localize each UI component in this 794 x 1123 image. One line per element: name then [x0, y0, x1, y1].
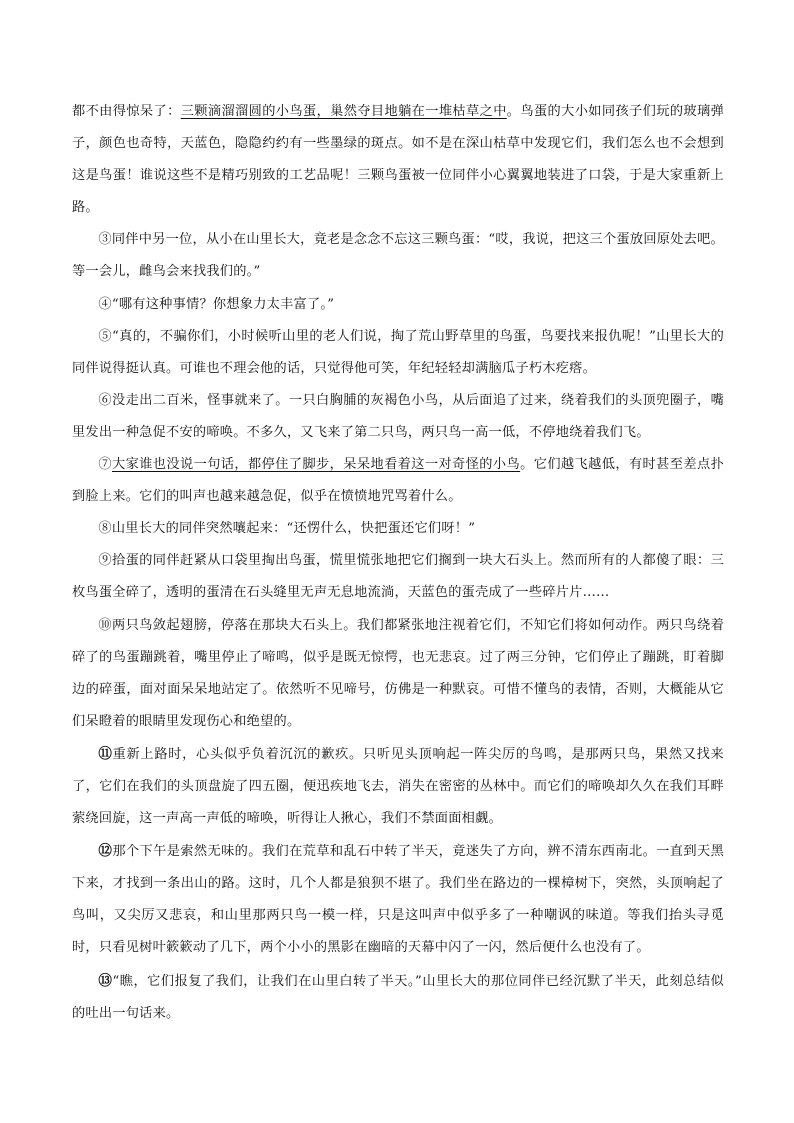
- paragraph-text: 同伴中另一位，从小在山里长大，竟老是念念不忘这三颗鸟蛋：“哎，我说，把这三个蛋放回原处去吧。等一会儿，雌鸟会来找我们的。”: [72, 232, 724, 280]
- paragraph-number: ⑩: [98, 617, 112, 633]
- paragraph-number: ⑤: [98, 328, 112, 344]
- paragraph-text: 。鸟蛋的大小如同孩子们玩的玻璃弹子，颜色也奇特，天蓝色，隐隐约约有一些墨绿的斑点。如不是在深山枯草中发现它们，我们怎么也不会想到这是鸟蛋！谁说这些不是精巧别致的工艺品呢！三颗鸟蛋被一位同伴小心翼翼地装进了口袋，于是大家重新上路。: [72, 104, 725, 216]
- paragraph-number: ⑦: [98, 457, 112, 473]
- paragraph-text: 两只鸟敛起翅膀，停落在那块大石头上。我们都紧张地注视着它们，不知它们将如何动作。两只鸟绕着碎了的鸟蛋蹦跳着，嘴里停止了啼鸣，似乎是既无惊愕，也无悲哀。过了两三分钟，它们停止了蹦跳，盯着脚边的碎蛋，面对面呆呆地站定了。依然听不见啼号，仿佛是一种默哀。可惜不懂鸟的表情，否则，大概能从它们呆瞪着的眼睛里发现伤心和绝望的。: [72, 617, 725, 729]
- paragraph-text: “哪有这种事情？你想象力太丰富了。”: [111, 296, 335, 312]
- paragraph-12: [72, 835, 724, 964]
- paragraph-text: 都不由得惊呆了：: [72, 104, 181, 119]
- paragraph-7: [72, 449, 724, 513]
- paragraph-5: [72, 321, 724, 385]
- article-body: [72, 96, 724, 1030]
- paragraph-text: 山里长大的同伴突然嚷起来：“还愣什么，快把蛋还它们呀！”: [111, 521, 476, 537]
- paragraph-text: 拾蛋的同伴赶紧从口袋里掏出鸟蛋，慌里慌张地把它们搁到一块大石头上。然而所有的人都傻了眼：三枚鸟蛋全碎了，透明的蛋清在石头缝里无声无息地流淌，天蓝色的蛋壳成了一些碎片片……: [72, 553, 725, 601]
- paragraph-number: ⑬: [98, 972, 113, 989]
- paragraph-text: “瞧，它们报复了我们，让我们在山里白转了半天。”山里长大的那位同伴已经沉默了半天，此刻总结似的吐出一句话来。: [72, 973, 724, 1021]
- paragraph-number: ④: [98, 296, 112, 312]
- paragraph-number: ⑧: [98, 521, 112, 537]
- paragraph-text: “真的，不骗你们，小时候听山里的老人们说，掏了荒山野草里的鸟蛋，鸟要找来报仇呢！”山里长大的同伴说得挺认真。可谁也不理会他的话，只觉得他可笑，年纪轻轻却满脑瓜子朽木疙瘩。: [72, 328, 725, 376]
- paragraph-text: 重新上路时，心头似乎负着沉沉的歉疚。只听见头顶响起一阵尖厉的鸟鸣，是那两只鸟，果然又找来了，它们在我们的头顶盘旋了四五圈，便迅疾地飞去，消失在密密的丛林中。而它们的啼唤却久久在我们耳畔萦绕回旋，这一声高一声低的啼唤，听得让人揪心，我们不禁面面相觑。: [72, 746, 724, 827]
- paragraph-2-continuation: [72, 96, 724, 224]
- paragraph-13: [72, 965, 724, 1030]
- paragraph-text: 。它们越飞越低，有时甚至差点扑到脸上来。它们的叫声也越来越急促，似乎在愤愤地咒骂着什么。: [72, 457, 725, 505]
- paragraph-number: ⑫: [98, 843, 113, 860]
- paragraph-4: [72, 289, 724, 321]
- paragraph-number: ⑪: [98, 745, 113, 762]
- underlined-sentence: 大家谁也没说一句话，都停住了脚步，呆呆地看着这一对奇怪的小鸟: [112, 457, 521, 473]
- paragraph-text: 没走出二百米，怪事就来了。一只白胸脯的灰褐色小鸟，从后面追了过来，绕着我们的头顶兜圈子，嘴里发出一种急促不安的啼唤。不多久，又飞来了第二只鸟，两只鸟一高一低，不停地绕着我们飞。: [72, 392, 725, 440]
- paragraph-number: ③: [98, 232, 112, 248]
- paragraph-number: ⑨: [98, 553, 112, 569]
- paragraph-10: [72, 610, 724, 738]
- paragraph-6: [72, 385, 724, 449]
- paragraph-11: [72, 738, 724, 835]
- underlined-sentence: 三颗滴溜溜圆的小鸟蛋，巢然夺目地躺在一堆枯草之中: [180, 104, 507, 119]
- paragraph-9: [72, 545, 724, 609]
- paragraph-3: [72, 224, 724, 288]
- paragraph-text: 那个下午是索然无味的。我们在荒草和乱石中转了半天，竟迷失了方向，辨不清东西南北。一直到天黑下来，才找到一条出山的路。这时，几个人都是狼狈不堪了。我们坐在路边的一棵樟树下，突然，头顶响起了鸟叫，又尖厉又悲哀，和山里那两只鸟一模一样，只是这叫声中似乎多了一种嘲讽的味道。等我们抬头寻觅时，只看见树叶簌簌动了几下，两个小小的黑影在幽暗的天幕中闪了一闪，然后便什么也没有了。: [72, 844, 725, 956]
- paragraph-number: ⑥: [98, 392, 112, 408]
- paragraph-8: [72, 513, 724, 545]
